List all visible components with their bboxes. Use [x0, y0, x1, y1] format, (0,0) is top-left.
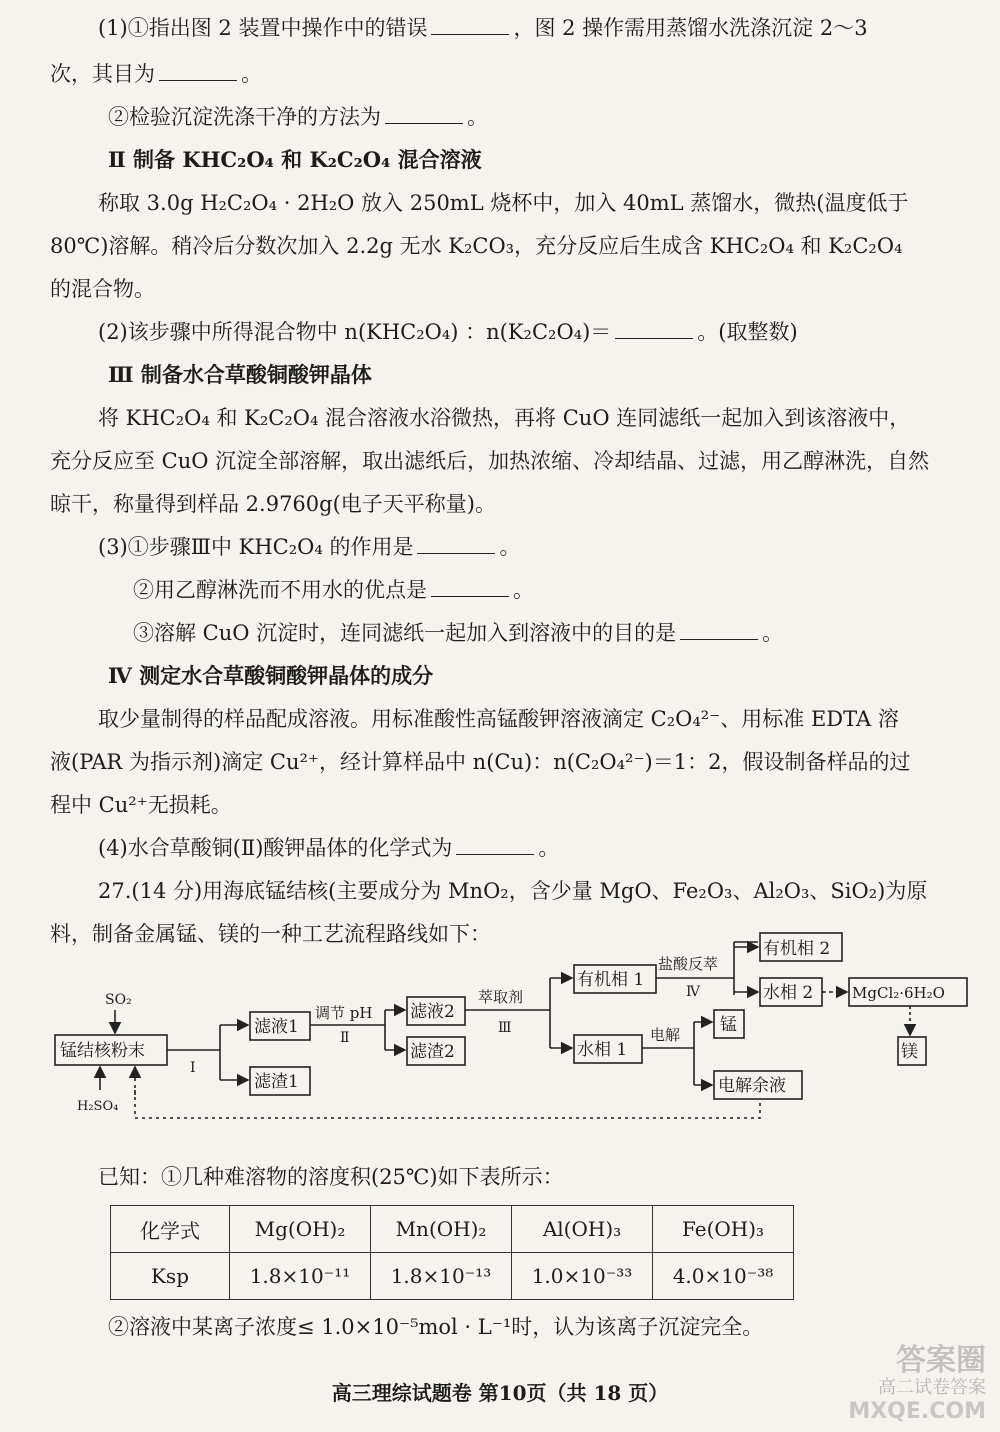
section-4-title: Ⅳ 测定水合草酸铜酸钾晶体的成分 — [108, 663, 434, 688]
watermark-line3: MXQE.COM — [848, 1399, 986, 1424]
q4-text: (4)水合草酸铜(Ⅱ)酸钾晶体的化学式为 — [98, 836, 453, 860]
flow-org2: 有机相 2 — [763, 939, 831, 959]
flow-residue1: 滤渣1 — [254, 1072, 299, 1092]
section-3-title: Ⅲ 制备水合草酸铜酸钾晶体 — [108, 362, 372, 387]
answer-blank[interactable] — [680, 621, 758, 640]
answer-blank[interactable] — [456, 836, 534, 855]
q3c-end: 。 — [762, 621, 784, 645]
flow-adjust: 调节 pH — [315, 1004, 373, 1022]
q1-line2-text: 次，其目为 — [50, 62, 155, 86]
flow-h2so4: H₂SO₄ — [77, 1099, 119, 1114]
answer-blank[interactable] — [385, 105, 463, 124]
known-note: ②溶液中某离子浓度≤ 1.0×10⁻⁵mol · L⁻¹时，认为该离子沉淀完全。 — [108, 1315, 764, 1339]
table-cell: 化学式 — [111, 1206, 230, 1253]
watermark-line2: 高二试卷答案 — [878, 1377, 986, 1398]
flow-step3: Ⅲ — [498, 1020, 512, 1036]
section-2-para: 的混合物。 — [50, 277, 155, 301]
flow-so2: SO₂ — [105, 992, 132, 1008]
process-flowchart — [50, 939, 990, 1140]
section-2-title: Ⅱ 制备 KHC₂O₄ 和 K₂C₂O₄ 混合溶液 — [108, 147, 482, 172]
table-cell: Mn(OH)₂ — [371, 1206, 512, 1253]
q3a-text: (3)①步骤Ⅲ中 KHC₂O₄ 的作用是 — [98, 535, 414, 559]
watermark-line1: 答案圈 — [896, 1343, 986, 1378]
flow-step2: Ⅱ — [340, 1030, 350, 1046]
q3c-text: ③溶解 CuO 沉淀时，连同滤纸一起加入到溶液中的目的是 — [133, 621, 677, 645]
table-cell: Mg(OH)₂ — [230, 1206, 371, 1253]
flow-extract: 萃取剂 — [478, 988, 524, 1006]
q2-end: 。(取整数) — [697, 320, 798, 344]
section-2-para: 80℃)溶解。稍冷后分数次加入 2.2g 无水 K₂CO₃，充分反应后生成含 KHC₂O₄ 和 K₂C₂O₄ — [50, 234, 903, 258]
flow-mn: 锰 — [720, 1015, 737, 1035]
table-cell: Fe(OH)₃ — [653, 1206, 794, 1253]
page-footer: 高三理综试题卷 第10页（共 18 页） — [331, 1381, 669, 1405]
q1-line3 — [108, 103, 488, 131]
q3b-text: ②用乙醇淋洗而不用水的优点是 — [133, 578, 427, 602]
flow-filtrate2: 滤液2 — [410, 1002, 455, 1022]
q3b-end: 。 — [513, 578, 534, 602]
section-4-para: 液(PAR 为指示剂)滴定 Cu²⁺，经计算样品中 n(Cu)：n(C₂O₄²⁻)＝1：2，假设制备样品的过 — [50, 750, 911, 774]
table-header-row — [111, 1206, 794, 1253]
answer-blank[interactable] — [615, 320, 693, 339]
q3-line2 — [133, 576, 534, 604]
flow-residual: 电解余液 — [718, 1076, 786, 1096]
q3a-end: 。 — [499, 535, 521, 559]
q3-line1 — [98, 533, 520, 561]
answer-blank[interactable] — [159, 62, 237, 81]
table-cell: Al(OH)₃ — [512, 1206, 653, 1253]
flow-step4: Ⅳ — [686, 984, 700, 1000]
q2-text: (2)该步骤中所得混合物中 n(KHC₂O₄) ：n(K₂C₂O₄)＝ — [98, 320, 612, 344]
q1-line2 — [50, 60, 262, 88]
flow-mgcl2: MgCl₂·6H₂O — [852, 984, 945, 1002]
flow-org1: 有机相 1 — [577, 970, 645, 990]
answer-blank[interactable] — [417, 535, 495, 554]
known-intro: 已知：①几种难溶物的溶度积(25℃)如下表所示： — [98, 1165, 564, 1189]
answer-blank[interactable] — [431, 578, 509, 597]
q1-line1-text: (1)①指出图 2 装置中操作中的错误 — [98, 16, 428, 40]
flow-residue2: 滤渣2 — [410, 1042, 455, 1062]
flow-start: 锰结核粉末 — [60, 1041, 145, 1061]
flow-step1: Ⅰ — [190, 1060, 196, 1076]
q27-para: 27.(14 分)用海底锰结核(主要成分为 MnO₂，含少量 MgO、Fe₂O₃、Al₂O₃、SiO₂)为原 — [98, 879, 928, 903]
section-4-para: 程中 Cu²⁺无损耗。 — [50, 793, 232, 817]
flow-mg: 镁 — [901, 1042, 918, 1062]
flow-strip: 盐酸反萃 — [658, 955, 719, 973]
section-2-para: 称取 3.0g H₂C₂O₄ · 2H₂O 放入 250mL 烧杯中，加入 40mL 蒸馏水，微热(温度低于 — [98, 191, 909, 215]
q27-para: 料，制备金属锰、镁的一种工艺流程路线如下： — [50, 922, 491, 946]
q4-line — [98, 834, 559, 862]
table-cell: 1.8×10⁻¹³ — [371, 1253, 512, 1300]
q2-line — [98, 318, 798, 346]
flow-aq1: 水相 1 — [577, 1040, 628, 1060]
flow-aq2: 水相 2 — [763, 983, 814, 1003]
watermark-logo — [766, 1345, 986, 1430]
answer-blank[interactable] — [431, 16, 509, 35]
section-3-para: 晾干，称量得到样品 2.9760g(电子天平称量)。 — [50, 492, 496, 516]
section-4-para: 取少量制得的样品配成溶液。用标准酸性高锰酸钾溶液滴定 C₂O₄²⁻、用标准 EDTA 溶 — [98, 707, 899, 731]
q4-end: 。 — [538, 836, 560, 860]
flow-electro: 电解 — [650, 1026, 681, 1044]
table-cell: 1.0×10⁻³³ — [512, 1253, 653, 1300]
section-3-para: 将 KHC₂O₄ 和 K₂C₂O₄ 混合溶液水浴微热，再将 CuO 连同滤纸一起加入到该溶液中， — [98, 406, 911, 430]
q1-line1b-text: ，图 2 操作需用蒸馏水洗涤沉淀 2～3 — [513, 16, 868, 40]
q3-line3 — [133, 619, 783, 647]
section-3-para: 充分反应至 CuO 沉淀全部溶解，取出滤纸后，加热浓缩、冷却结晶、过滤，用乙醇淋洗，自然 — [50, 449, 930, 473]
table-cell: Ksp — [111, 1253, 230, 1300]
q1-line3-end: 。 — [467, 105, 488, 129]
flow-filtrate1: 滤液1 — [254, 1017, 299, 1037]
q1-line3-text: ②检验沉淀洗涤干净的方法为 — [108, 105, 381, 129]
q1-line1 — [98, 14, 868, 42]
q1-line2-end: 。 — [241, 62, 262, 86]
ksp-table — [110, 1205, 794, 1300]
table-cell: 1.8×10⁻¹¹ — [230, 1253, 371, 1300]
table-cell: 4.0×10⁻³⁸ — [653, 1253, 794, 1300]
table-row — [111, 1253, 794, 1300]
